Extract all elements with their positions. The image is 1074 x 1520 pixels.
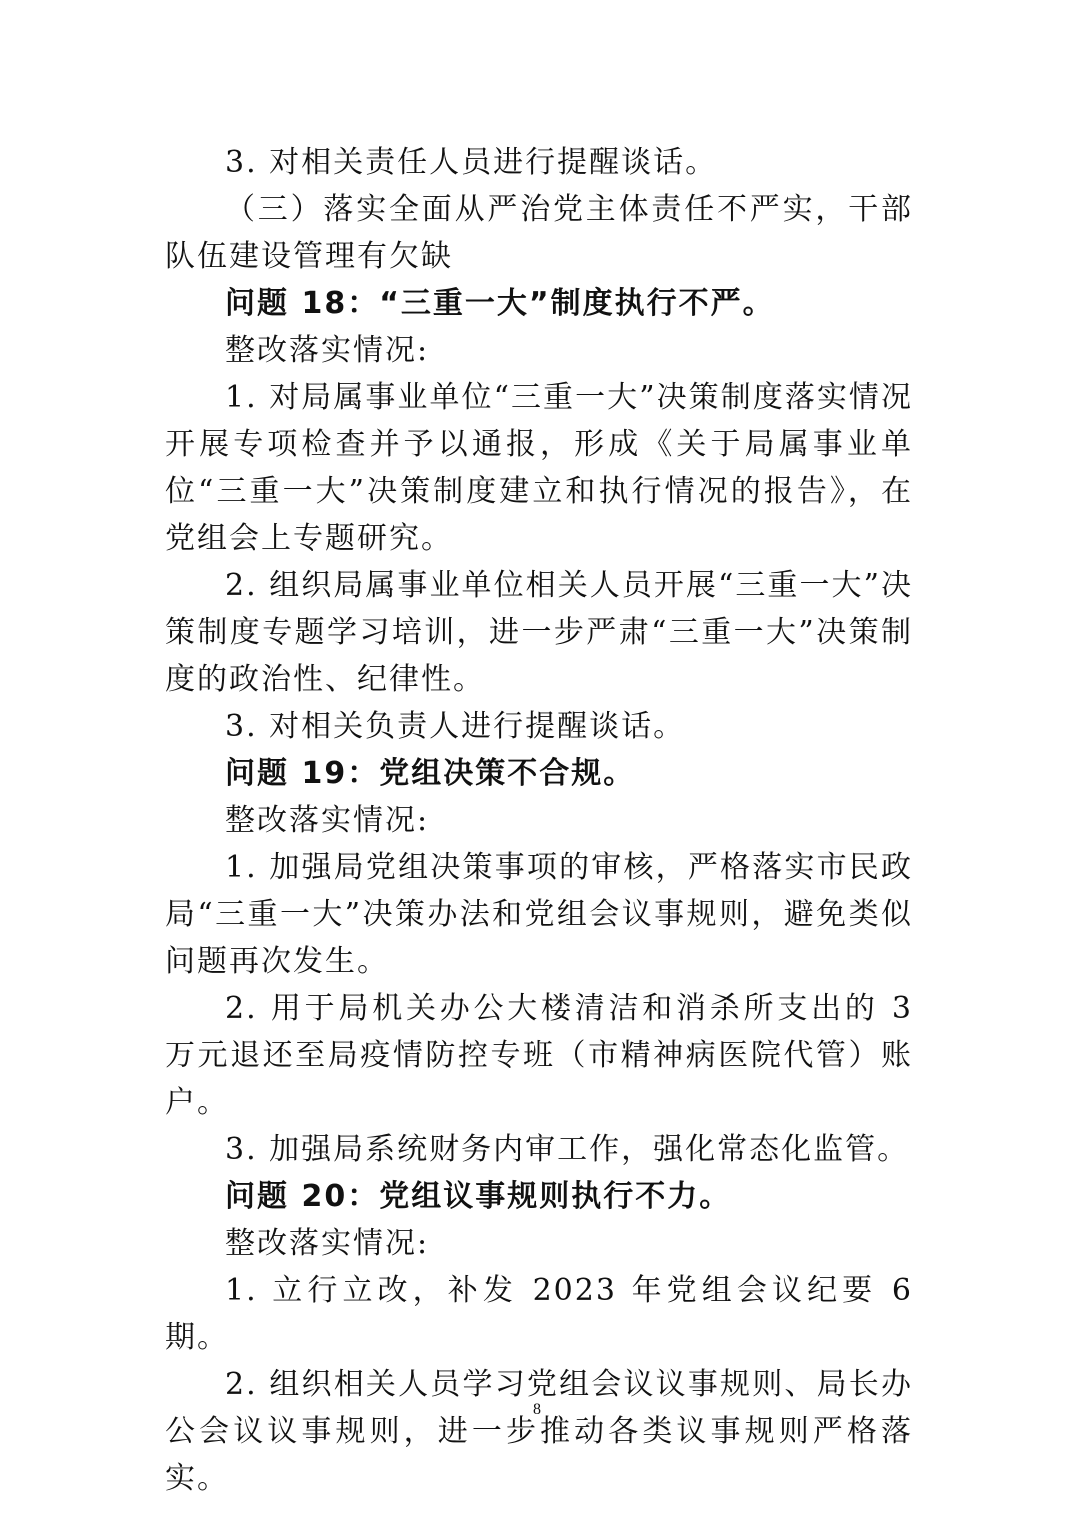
issue-20-item-1: 1. 立行立改，补发 2023 年党组会议纪要 6 期。 bbox=[165, 1273, 913, 1355]
issue-20-heading: 问题 20：党组议事规则执行不力。 bbox=[225, 1179, 732, 1214]
issue-19-item-1: 1. 加强局党组决策事项的审核，严格落实市民政局“三重一大”决策办法和党组会议事规则，避免类似问题再次发生。 bbox=[165, 850, 913, 979]
rectification-label: 整改落实情况: bbox=[225, 803, 430, 838]
issue-19-item-2: 2. 用于局机关办公大楼清洁和消杀所支出的 3 万元退还至局疫情防控专班（市精神病医院代管）账户。 bbox=[165, 991, 913, 1120]
issue-19-heading: 问题 19：党组决策不合规。 bbox=[225, 756, 636, 791]
issue-18-heading: 问题 18：“三重一大”制度执行不严。 bbox=[225, 286, 775, 321]
page-number: 8 bbox=[533, 1401, 541, 1418]
rectification-label: 整改落实情况: bbox=[225, 333, 430, 368]
paragraph-item-3-reminder-talk: 3. 对相关责任人员进行提醒谈话。 bbox=[225, 145, 718, 180]
issue-18-item-1: 1. 对局属事业单位“三重一大”决策制度落实情况开展专项检查并予以通报，形成《关于局属事业单位“三重一大”决策制度建立和执行情况的报告》，在党组会上专题研究。 bbox=[165, 380, 913, 556]
section-heading-3: （三）落实全面从严治党主体责任不严实，干部队伍建设管理有欠缺 bbox=[165, 192, 913, 274]
issue-19-item-3: 3. 加强局系统财务内审工作，强化常态化监管。 bbox=[225, 1132, 910, 1167]
issue-18-item-3: 3. 对相关负责人进行提醒谈话。 bbox=[225, 709, 686, 744]
issue-18-item-2: 2. 组织局属事业单位相关人员开展“三重一大”决策制度专题学习培训，进一步严肃“三重一大”决策制度的政治性、纪律性。 bbox=[165, 568, 913, 697]
document-body bbox=[165, 139, 913, 1502]
rectification-label: 整改落实情况: bbox=[225, 1226, 430, 1261]
issue-20-item-2: 2. 组织相关人员学习党组会议议事规则、局长办公会议议事规则，进一步推动各类议事规则严格落实。 bbox=[165, 1367, 913, 1496]
